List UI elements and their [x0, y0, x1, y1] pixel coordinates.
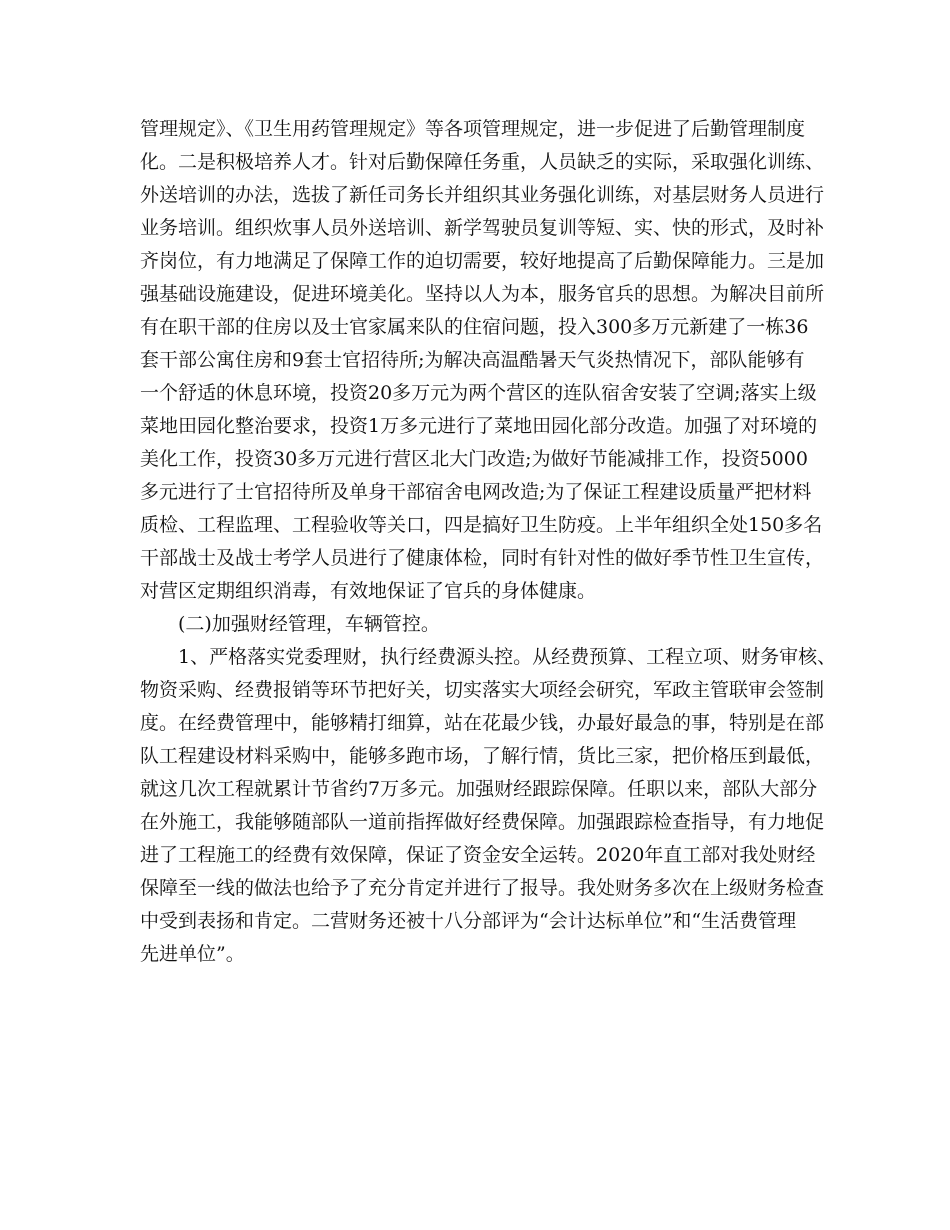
text-line: 先进单位”。	[140, 943, 245, 965]
text-line: 套干部公寓住房和9套士官招待所;为解决高温酷暑天气炎热情况下，部队能够有	[140, 349, 805, 371]
text-line: 强基础设施建设，促进环境美化。坚持以人为本，服务官兵的思想。为解决目前所	[140, 283, 825, 305]
text-line: 一个舒适的休息环境，投资20多万元为两个营区的连队宿舍安装了空调;落实上级	[140, 382, 817, 404]
text-line: 业务培训。组织炊事人员外送培训、新学驾驶员复训等短、实、快的形式，及时补	[140, 217, 825, 239]
text-line: 有在职干部的住房以及士官家属来队的住宿问题，投入300多万元新建了一栋36	[140, 316, 809, 338]
text-line: 外送培训的办法，选拔了新任司务长并组织其业务强化训练，对基层财务人员进行	[140, 184, 825, 206]
text-line: 对营区定期组织消毒，有效地保证了官兵的身体健康。	[140, 580, 597, 602]
text-line: 就这几次工程就累计节省约7万多元。加强财经跟踪保障。任职以来，部队大部分	[140, 778, 818, 800]
text-line: 质检、工程监理、工程验收等关口，四是搞好卫生防疫。上半年组织全处150多名	[140, 514, 823, 536]
text-line: 化。二是积极培养人才。针对后勤保障任务重，人员缺乏的实际，采取强化训练、	[140, 151, 825, 173]
text-line: 1、严格落实党委理财，执行经费源头控。从经费预算、工程立项、财务审核、	[178, 646, 837, 668]
text-line: 多元进行了士官招待所及单身干部宿舍电网改造;为了保证工程建设质量严把材料	[140, 481, 812, 503]
text-line: 菜地田园化整治要求，投资1万多元进行了菜地田园化部分改造。加强了对环境的	[140, 415, 818, 437]
text-line: 中受到表扬和肯定。二营财务还被十八分部评为“会计达标单位”和“生活费管理	[140, 910, 797, 932]
text-line: 齐岗位，有力地满足了保障工作的迫切需要，较好地提高了后勤保障能力。三是加	[140, 250, 825, 272]
text-line: 在外施工，我能够随部队一道前指挥做好经费保障。加强跟踪检查指导，有力地促	[140, 811, 825, 833]
text-line: 物资采购、经费报销等环节把好关，切实落实大项经会研究，军政主管联审会签制	[140, 679, 825, 701]
text-line: 美化工作，投资30多万元进行营区北大门改造;为做好节能减排工作，投资5000	[140, 448, 808, 470]
text-line: 队工程建设材料采购中，能够多跑市场，了解行情，货比三家，把价格压到最低，	[140, 745, 825, 767]
text-line: 管理规定》、《卫生用药管理规定》等各项管理规定，进一步促进了后勤管理制度	[140, 118, 806, 140]
text-line: 保障至一线的做法也给予了充分肯定并进行了报导。我处财务多次在上级财务检查	[140, 877, 825, 899]
text-line: 进了工程施工的经费有效保障，保证了资金安全运转。2020年直工部对我处财经	[140, 844, 816, 866]
text-line: 度。在经费管理中，能够精打细算，站在花最少钱，办最好最急的事，特别是在部	[140, 712, 825, 734]
text-line: (二)加强财经管理，车辆管控。	[178, 613, 440, 635]
text-line: 干部战士及战士考学人员进行了健康体检，同时有针对性的做好季节性卫生宣传，	[140, 547, 825, 569]
document-body	[140, 113, 837, 971]
